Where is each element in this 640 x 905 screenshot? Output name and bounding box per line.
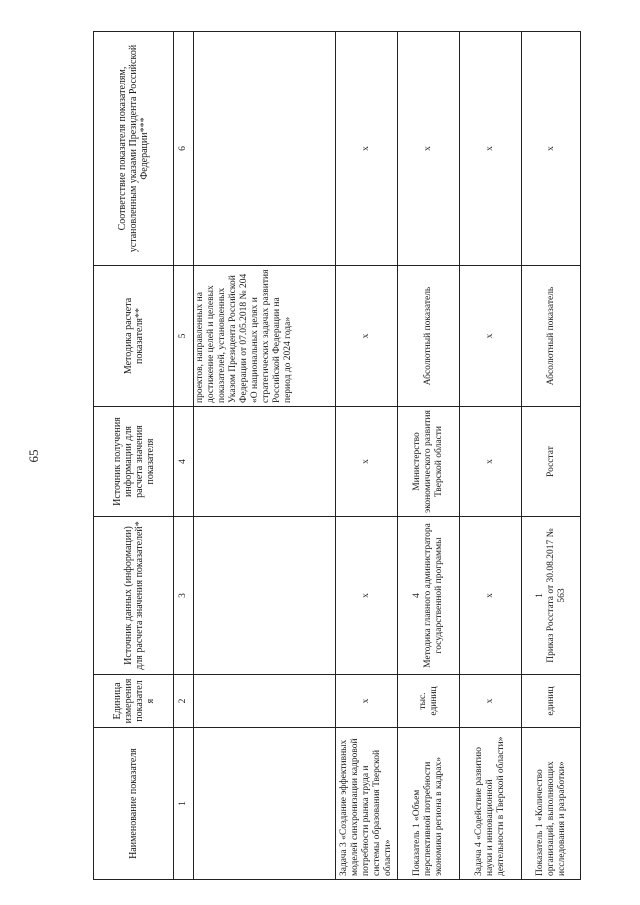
indicator-name: Задача 3 «Создание эффективных моделей синхронизации кадровой потребности рынка труда и системы образования Тверской области»	[336, 728, 398, 880]
indicator-name: Показатель 1 «Объем перспективной потребности экономики региона в кадрах»	[398, 728, 460, 880]
column-number: 2	[174, 675, 194, 728]
indicator-method: х	[460, 266, 522, 407]
header-match: Соответствие показателя показателям, установленным указами Президента Российской Федерации***	[94, 32, 174, 266]
indicator-info-source: х	[460, 407, 522, 517]
rotated-table-container	[93, 32, 580, 880]
empty-cell	[194, 675, 336, 728]
indicator-match: х	[522, 32, 581, 266]
indicator-unit: тыс. единиц	[398, 675, 460, 728]
indicator-match: х	[398, 32, 460, 266]
column-number: 6	[174, 32, 194, 266]
column-number: 3	[174, 517, 194, 675]
empty-cell	[194, 517, 336, 675]
column-number: 1	[174, 728, 194, 880]
table-row	[522, 32, 581, 880]
data-source-number: 4	[412, 593, 422, 598]
header-data-source: Источник данных (информации) для расчета значения показателей*	[94, 517, 174, 675]
indicator-method: Абсолютный показатель	[398, 266, 460, 407]
empty-cell	[194, 728, 336, 880]
data-source-number: 1	[534, 593, 545, 598]
indicator-match: х	[336, 32, 398, 266]
indicator-data-source: х	[460, 517, 522, 675]
header-info-source: Источник получения информации для расчета значения показателя	[94, 407, 174, 517]
column-number: 5	[174, 266, 194, 407]
header-unit: Единица измерения показателя	[94, 675, 174, 728]
indicator-unit: х	[460, 675, 522, 728]
indicator-method: Абсолютный показатель	[522, 266, 581, 407]
data-source-text: Приказ Росстата от 30.08.2017 № 563	[545, 528, 567, 663]
indicator-data-source	[398, 517, 460, 675]
indicators-table	[93, 31, 581, 880]
indicator-method: х	[336, 266, 398, 407]
indicator-data-source	[522, 517, 581, 675]
column-numbers-row	[174, 32, 194, 880]
empty-cell	[194, 407, 336, 517]
indicator-name: Показатель 1 «Количество организаций, выполняющих исследования и разработки»	[522, 728, 581, 880]
table-row	[398, 32, 460, 880]
table-row	[336, 32, 398, 880]
data-source-text: Методика главного администратора государственной программы	[423, 523, 444, 668]
header-name: Наименование показателя	[94, 728, 174, 880]
indicator-info-source: х	[336, 407, 398, 517]
column-number: 4	[174, 407, 194, 517]
page-number: 65	[26, 449, 41, 463]
indicator-unit: единиц	[522, 675, 581, 728]
header-method: Методика расчета показателя**	[94, 266, 174, 407]
indicator-data-source: х	[336, 517, 398, 675]
table-row	[460, 32, 522, 880]
indicator-info-source: Министерство экономического развития Тверской области	[398, 407, 460, 517]
indicator-match: х	[460, 32, 522, 266]
indicator-name: Задача 4 «Содействие развитию науки и инновационной деятельности в Тверской области»	[460, 728, 522, 880]
indicator-unit: х	[336, 675, 398, 728]
indicator-info-source: Росстат	[522, 407, 581, 517]
document-page	[93, 32, 580, 880]
header-row	[94, 32, 174, 880]
continuation-row	[194, 32, 336, 880]
method-continuation: проектов, направленных на достижение целей и целевых показателей, установленных Указом Президента Российской Федерации от 07.05.2018 № 204 «О национальных целях и стратегических задачах развития Российской Федерации на период до 2024 года»	[194, 266, 336, 407]
empty-cell	[194, 32, 336, 266]
